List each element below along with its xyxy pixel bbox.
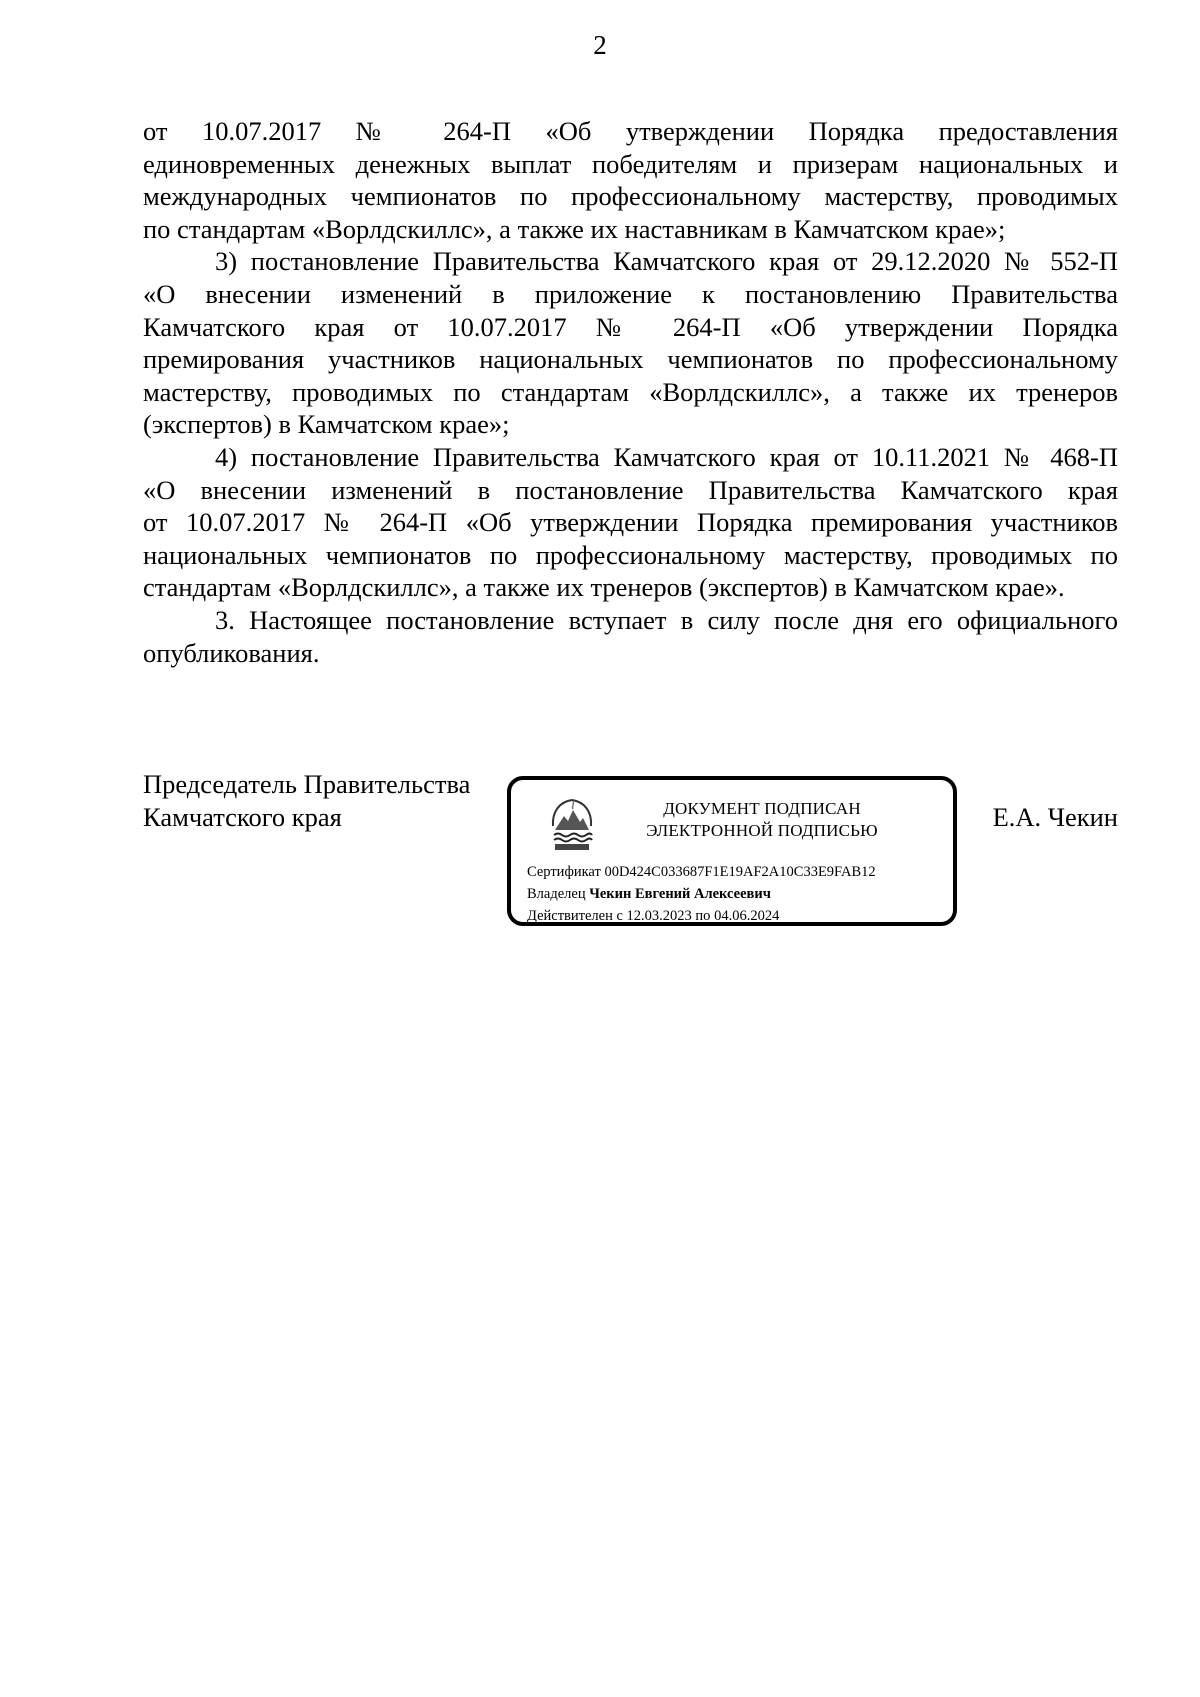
text-line: стандартам «Ворлдскиллс», а также их тренеров (экспертов) в Камчатском крае». (143, 572, 1065, 603)
text-line: 3. Настоящее постановление вступает в силу после дня его официального (215, 604, 1118, 635)
owner-value: Чекин Евгений Алексеевич (589, 886, 771, 902)
text-line: от 10.07.2017 № 264-П «Об утверждении Порядка предоставления (143, 116, 1118, 146)
paragraph-item-3 (143, 245, 1118, 441)
kamchatka-coat-of-arms-icon (549, 798, 595, 854)
text-line: премирования участников национальных чемпионатов по профессиональному (143, 344, 1118, 375)
text-line: единовременных денежных выплат победителям и призерам национальных и (143, 148, 1118, 179)
text-line: от 10.07.2017 № 264-П «Об утверждении Порядка премирования участников (143, 507, 1118, 538)
signature-block (143, 768, 1118, 938)
stamp-heading (607, 798, 917, 842)
text-line: «О внесении изменений в постановление Правительства Камчатского края (143, 474, 1118, 505)
text-line: национальных чемпионатов по профессиональному мастерству, проводимых по (143, 539, 1118, 570)
signer-title-line: Председатель Правительства (143, 769, 471, 799)
paragraph-clause-3 (143, 604, 1118, 669)
signer-name: Е.А. Чекин (992, 802, 1118, 832)
validity-row (527, 905, 876, 927)
document-body (143, 115, 1118, 669)
electronic-signature-stamp (507, 776, 957, 926)
text-line: мастерству, проводимых по стандартам «Ворлдскиллс», а также их тренеров (143, 376, 1118, 407)
text-line: 4) постановление Правительства Камчатского края от 10.11.2021 № 468-П (215, 441, 1118, 472)
valid-to-label: по (695, 908, 711, 924)
text-line: международных чемпионатов по профессиональному мастерству, проводимых (143, 181, 1118, 212)
text-line: 3) постановление Правительства Камчатского края от 29.12.2020 № 552-П (215, 246, 1118, 277)
signer-title-line: Камчатского края (143, 801, 342, 832)
valid-to: 04.06.2024 (714, 908, 780, 924)
stamp-details (527, 861, 876, 927)
certificate-row (527, 861, 876, 883)
owner-row (527, 883, 876, 905)
valid-label: Действителен с (527, 908, 623, 924)
text-line: опубликования. (143, 637, 320, 668)
signer-title (143, 768, 470, 833)
paragraph-item-4 (143, 441, 1118, 604)
text-line: по стандартам «Ворлдскиллс», а также их наставникам в Камчатском крае»; (143, 213, 1006, 244)
owner-label: Владелец (527, 886, 586, 902)
certificate-label: Сертификат (527, 864, 601, 880)
stamp-heading-line: ЭЛЕКТРОННОЙ ПОДПИСЬЮ (646, 821, 878, 840)
page-number: 2 (593, 30, 607, 60)
text-line: «О внесении изменений в приложение к постановлению Правительства (143, 278, 1118, 309)
certificate-value: 00D424C033687F1E19AF2A10C33E9FAB12 (604, 864, 876, 880)
paragraph-continuation (143, 115, 1118, 245)
text-line: Камчатского края от 10.07.2017 № 264-П «Об утверждении Порядка (143, 311, 1118, 342)
text-line: (экспертов) в Камчатском крае»; (143, 409, 510, 440)
valid-from: 12.03.2023 (626, 908, 692, 924)
stamp-heading-line: ДОКУМЕНТ ПОДПИСАН (663, 799, 861, 818)
